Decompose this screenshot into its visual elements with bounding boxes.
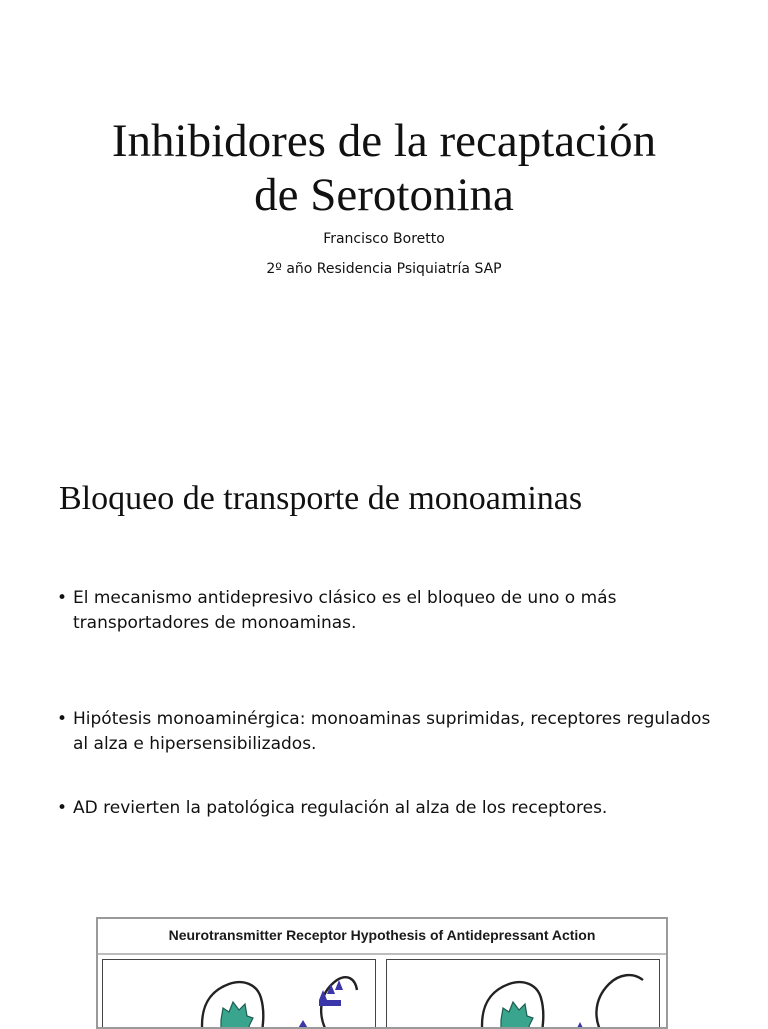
author-role: 2º año Residencia Psiquiatría SAP xyxy=(266,261,502,277)
list-item xyxy=(57,707,717,757)
content-slide xyxy=(0,432,768,1024)
bullet-dot: • xyxy=(57,798,68,818)
bullet-dot: • xyxy=(57,588,68,608)
neuron-illustration-left xyxy=(103,960,375,1029)
neuron-illustration-right xyxy=(387,960,659,1029)
bullet-text: El mecanismo antidepresivo clásico es el bloqueo de uno o más transportadores de monoaminas. xyxy=(73,588,617,633)
slide-title-line-1: Inhibidores de la recaptación xyxy=(111,115,657,167)
slide-title xyxy=(40,114,728,222)
author-name: Francisco Boretto xyxy=(323,231,445,247)
neuron-vesicle-cluster xyxy=(501,1002,533,1029)
section-heading: Bloqueo de transporte de monoaminas xyxy=(59,480,583,517)
receptor-hypothesis-figure xyxy=(96,917,668,1029)
postsynaptic-neuron-outline xyxy=(596,975,643,1029)
receptor-cluster xyxy=(575,1022,585,1029)
list-item xyxy=(57,586,717,636)
figure-title: Neurotransmitter Receptor Hypothesis of Antidepressant Action xyxy=(168,927,596,943)
figure-divider xyxy=(98,953,666,955)
receptor-cluster xyxy=(297,980,343,1029)
list-item xyxy=(57,796,717,821)
bullet-text: Hipótesis monoaminérgica: monoaminas suprimidas, receptores regulados al alza e hipersensibilizados. xyxy=(73,709,711,754)
figure-panel-right xyxy=(386,959,660,1029)
bullet-text: AD revierten la patológica regulación al alza de los receptores. xyxy=(73,798,608,818)
title-slide xyxy=(0,0,768,432)
figure-panel-left xyxy=(102,959,376,1029)
slide-title-line-2: de Serotonina xyxy=(254,169,514,221)
neuron-vesicle-cluster xyxy=(221,1002,253,1029)
bullet-dot: • xyxy=(57,709,68,729)
